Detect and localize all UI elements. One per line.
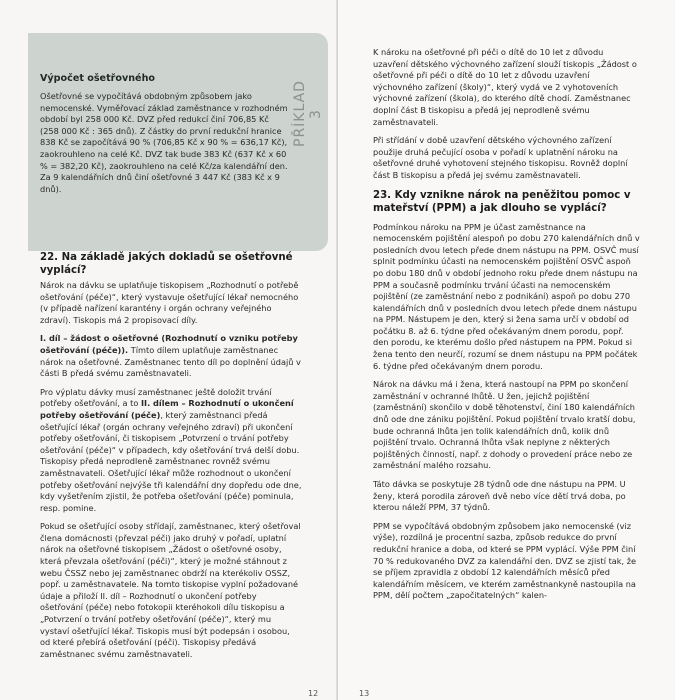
right-paragraph-1: K nároku na ošetřovné při péči o dítě do 10 let z důvodu uzavření dětského výchovného zařízení slouží tiskopis „Žádost o ošetřovné při péči o dítě do 10 let z důvodu uzavření výchovného zařízení (školy)“, který vydá ve 2 vyhotoveních výchovné zařízení (škola), do kterého dítě chodí. Zaměstnanec doplní část B tiskopisu a předá jej neprodleně svému zaměstnavateli. [373, 47, 637, 127]
right-paragraph-3: Podmínkou nároku na PPM je účast zaměstnance na nemocenském pojištění alespoň po dobu 270 kalendářních dnů v posledních dvou letech přede dnem nástupu na PPM. OSVČ musí splnit podmínku účasti na nemocenském pojištění OSVČ aspoň po dobu 180 dnů v období jednoho roku přede dnem nástupu na PPM a současně podmínku trvání účasti na nemocenském pojištění (ze zaměstnání nebo z podnikání) aspoň po dobu 270 kalendářních dnů v posledních dvou letech přede dnem nástupu na PPM. Nástupem je den, který si žena sama určí v období od počátku 8. až 6. týdne před očekávaným dnem porodu, popř. den porodu, ke kterému došlo před nástupem na PPM. Pokud si žena tento den neurčí, rozumí se dnem nástupu na PPM počátek 6. týdne před očekávaným dnem porodu. [373, 221, 640, 371]
section-22-heading: 22. Na základě jakých dokladů se ošetřovné vyplácí? [40, 252, 293, 276]
left-paragraph-3 [40, 387, 302, 515]
left-paragraph-2 [40, 333, 302, 379]
left-paragraph-1: Nárok na dávku se uplatňuje tiskopisem „Rozhodnutí o potřebě ošetřování (péče)“, který vystavuje ošetřující lékař nemocného (v případě nařízení karantény i orgán ochrany veřejného zdraví). Tiskopis má 2 propisovací díly. [40, 280, 299, 325]
left-paragraph-3-b: , který zaměstnanci předá ošetřující lékař (orgán ochrany veřejného zdraví) při ukončení potřeby ošetřování, či tiskopisem „Potvrzení o trvání potřeby ošetřování (péče)“ v případech, kdy ošetřování trvá delší dobu. Tiskopisy předá neprodleně zaměstnanec rovněž svému zaměstnavateli. Ošetřující lékař může rozhodnout o ukončení potřeby ošetřování nejvýše tři kalendářní dny dopředu ode dne, kdy vyšetřením zjistil, že potřeba ošetřování (péče) pominula, resp. pomine. [40, 409, 302, 513]
example-title: Výpočet ošetřovného [40, 73, 155, 84]
right-paragraph-4: Nárok na dávku má i žena, která nastoupí na PPM po skončení zaměstnání v ochranné lhůtě. U žen, jejichž pojištění (zaměstnání) skončilo v době těhotenství, činí 180 kalendářních dnů ode dne zániku pojištění. Pokud pojištění trvalo kratší dobu, bude ochranná lhůta jen tolik kalendářních dnů, kolik dnů pojištění trvalo. Ochranná lhůta však neplyne z některých pojištěných činností, např. z dohody o provedení práce nebo ze zaměstnání malého rozsahu. [373, 379, 636, 471]
example-box [28, 33, 328, 251]
left-paragraph-2-bold: I. díl – žádost o ošetřovné (Rozhodnutí o vzniku potřeby ošetřování (péče)). [40, 333, 298, 355]
example-text: Ošetřovné se vypočítává obdobným způsobem jako nemocenské. Vyměřovací základ zaměstnance v rozhodném období byl 258 000 Kč. DVZ před redukcí činí 706,85 Kč (258 000 Kč : 365 dnů). Z částky do první redukční hranice 838 Kč se započítává 90 % (706,85 Kč x 90 % = 636,17 Kč), zaokrouhleno na celé Kč. DVZ tak bude 383 Kč (637 Kč x 60 % = 382,20 Kč), zaokrouhleno na celé Kč/za kalendářní den. Za 9 kalendářních dnů činí ošetřovné 3 447 Kč (383 Kč x 9 dnů). [40, 91, 288, 194]
example-box-content [40, 73, 290, 195]
left-paragraph-2-rest: Tímto dílem uplatňuje zaměstnanec nárok na ošetřovné. Zaměstnanec tento díl po doplnění údajů v části B předá svému zaměstnavateli. [40, 344, 301, 379]
right-column [373, 47, 640, 609]
page-number-right: 13 [359, 689, 370, 698]
right-paragraph-6: PPM se vypočítává obdobným způsobem jako nemocenské (viz výše), rozdílná je procentní sazba, způsob redukce do první redukční hranice a doba, od které se PPM vyplácí. Výše PPM činí 70 % redukovaného DVZ za kalendářní den. DVZ se zjistí tak, že se příjem zpravidla z období 12 kalendářních měsíců před kalendářním měsícem, ve kterém zaměstnankyně nastoupila na PPM, dělí počtem „započitatelných“ kalen- [373, 520, 637, 601]
left-paragraph-3-bold: II. dílem – Rozhodnutí o ukončení potřeby ošetřování (péče) [40, 398, 294, 420]
left-column [40, 251, 302, 667]
section-23-heading: 23. Kdy vznikne nárok na peněžitou pomoc v mateřství (PPM) a jak dlouho se vyplácí? [373, 189, 631, 214]
right-paragraph-2: Při střídání v době uzavření dětského výchovného zařízení použije druhá pečující osoba v pořadí k uplatnění nároku na ošetřovné druhé vyhotovení stejného tiskopisu. Rovněž doplní část B tiskopisu a předá jej svému zaměstnavateli. [373, 135, 628, 180]
right-paragraph-5: Táto dávka se poskytuje 28 týdnů ode dne nástupu na PPM. U ženy, která porodila zároveň dvě nebo více dětí trvá doba, po kterou náleží PPM, 37 týdnů. [373, 479, 626, 513]
example-side-label: PŘÍKLAD 3 [292, 80, 324, 148]
left-paragraph-3-a: Pro výplatu dávky musí zaměstnanec ještě doložit trvání potřeby ošetřování, a to [40, 386, 272, 409]
page-number-left: 12 [308, 689, 319, 698]
right-page [338, 0, 675, 700]
left-paragraph-4: Pokud se ošetřující osoby střídají, zaměstnanec, který ošetřoval člena domácnosti (převzal péči) jako druhý v pořadí, uplatní nárok na ošetřovné tiskopisem „Žádost o ošetřovné osoby, která převzala ošetřování (péči)“, který je možné stáhnout z webu ČSSZ nebo jej zaměstnanec obdrží na kterékoliv OSSZ, popř. u zaměstnavatele. Na tomto tiskopise vyplní požadované údaje a přiloží II. díl – Rozhodnutí o ukončení potřeby ošetřování (péče) nebo fotokopii kteréhokoli dílu tiskopisu a „Potvrzení o trvání potřeby ošetřování (péče)“, který mu vystaví ošetřující lékař. Tiskopis musí být podepsán i osobou, od které přebírá ošetřování (péči). Tiskopisy předává zaměstnanec svému zaměstnavateli. [40, 521, 301, 659]
